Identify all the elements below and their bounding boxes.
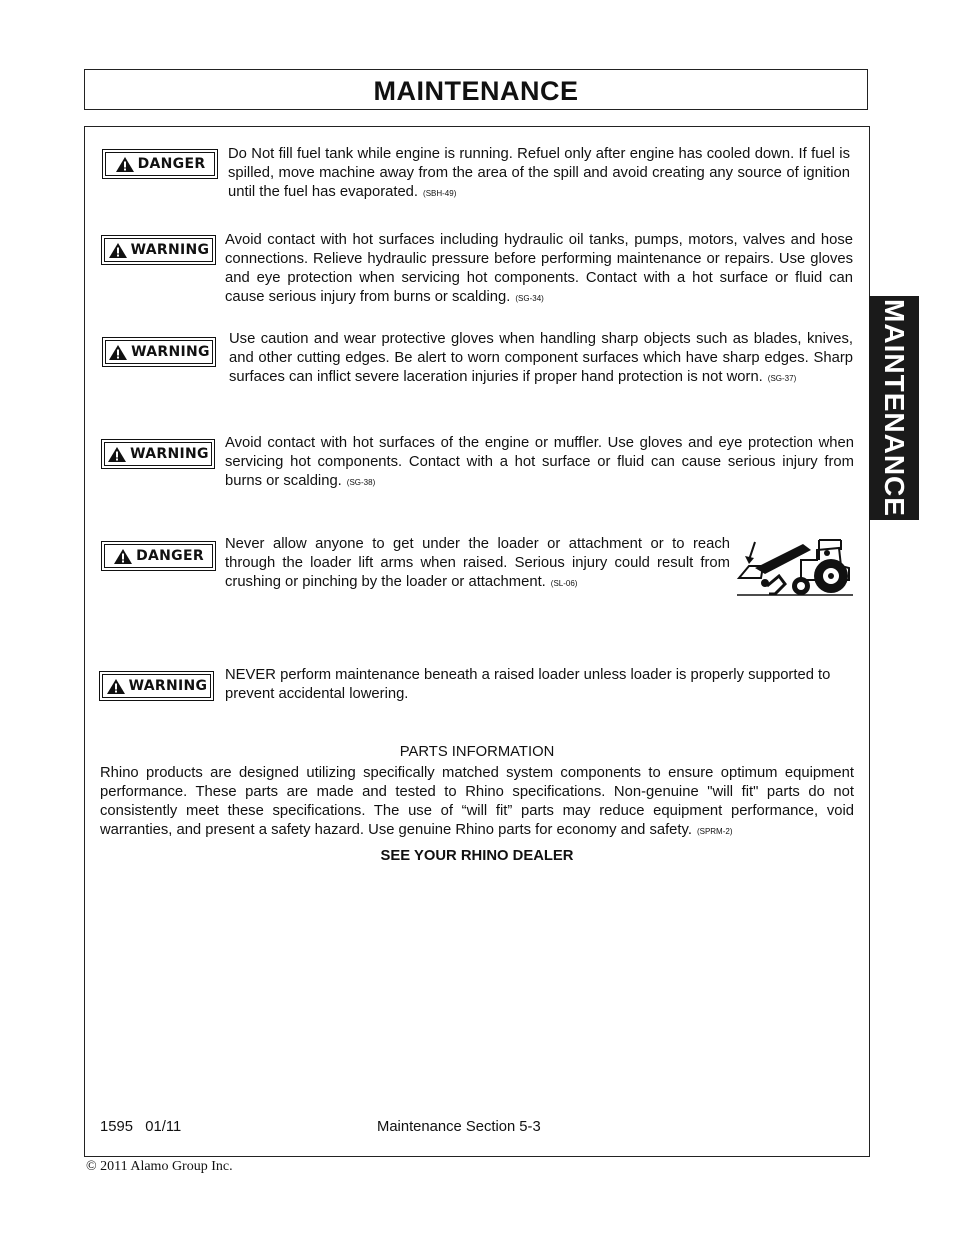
alert-triangle-icon	[106, 678, 126, 695]
warning-sign	[101, 235, 216, 265]
message-text: Avoid contact with hot surfaces of the engine or muffler. Use gloves and eye protection when servicing hot components. Contact with a hot surface or fluid can cause serious injury from burns or scalding.	[225, 435, 854, 489]
sign-label: WARNING	[130, 242, 210, 258]
footer-doc-number: 1595 01/11	[100, 1119, 182, 1135]
alert-triangle-icon	[108, 344, 128, 361]
section-tab-label: MAINTENANCE	[879, 299, 910, 517]
safety-message	[225, 231, 853, 308]
message-text: Never allow anyone to get under the loader or attachment or to reach through the loader lift arms when raised. Serious injury could result from crushing or pinching by the loader or attachment.	[225, 536, 730, 590]
parts-ref: (SPRM-2)	[696, 827, 733, 836]
safety-message	[225, 434, 854, 492]
parts-heading: PARTS INFORMATION	[399, 744, 555, 760]
warning-sign	[102, 337, 216, 367]
sign-label: WARNING	[128, 678, 208, 694]
danger-sign	[102, 149, 218, 179]
page-title: MAINTENANCE	[373, 76, 579, 106]
safety-message	[229, 330, 853, 388]
copyright: © 2011 Alamo Group Inc.	[86, 1159, 233, 1174]
alert-triangle-icon	[107, 446, 127, 463]
message-text: NEVER perform maintenance beneath a raised loader unless loader is properly supported to prevent accidental lowering.	[225, 667, 831, 702]
danger-sign	[101, 541, 216, 571]
message-text: Use caution and wear protective gloves when handling sharp objects such as blades, knives, and other cutting edges. Be alert to worn component surfaces which have sharp edges. Sharp surfaces can inflict severe laceration injuries if proper hand protection is not worn.	[229, 331, 853, 385]
message-ref: (SBH-49)	[423, 189, 457, 198]
warning-sign	[101, 439, 215, 469]
parts-body	[100, 764, 854, 841]
loader-crush-hazard-icon	[735, 536, 855, 600]
header-box	[84, 69, 868, 110]
sign-label: DANGER	[137, 156, 206, 172]
sign-label: WARNING	[130, 446, 209, 462]
message-ref: (SG-38)	[346, 478, 376, 487]
parts-text: Rhino products are designed utilizing specifically matched system components to ensure optimum equipment performance. These parts are made and tested to Rhino specifications. Non-genuine "will fit" parts do not consistently meet these specifications. The use of “will fit” parts may reduce equipment performance, void warranties, and present a safety hazard. Use genuine Rhino parts for economy and safety.	[100, 765, 854, 838]
safety-message	[225, 535, 730, 593]
alert-triangle-icon	[108, 242, 128, 259]
message-ref: (SL-06)	[550, 579, 578, 588]
message-ref: (SG-34)	[515, 294, 544, 303]
footer-section: Maintenance Section 5-3	[377, 1119, 541, 1135]
dealer-notice: SEE YOUR RHINO DEALER	[380, 848, 574, 864]
alert-triangle-icon	[113, 548, 133, 565]
section-tab	[869, 296, 919, 520]
sign-label: WARNING	[131, 344, 210, 360]
safety-message	[225, 666, 856, 704]
safety-message	[228, 145, 850, 203]
message-ref: (SG-37)	[767, 374, 797, 383]
sign-label: DANGER	[136, 548, 204, 564]
message-text: Avoid contact with hot surfaces including hydraulic oil tanks, pumps, motors, valves and hose connections. Relieve hydraulic pressure before performing maintenance or repairs. Use gloves and eye protection when servicing hot components. Contact with a hot surface or fluid can cause serious injury from burns or scalding.	[225, 232, 853, 305]
message-text: Do Not fill fuel tank while engine is running. Refuel only after engine has cooled down. If fuel is spilled, move machine away from the area of the spill and avoid creating any source of ignition until the fuel has evaporated.	[228, 146, 850, 200]
alert-triangle-icon	[115, 156, 135, 173]
warning-sign	[99, 671, 214, 701]
